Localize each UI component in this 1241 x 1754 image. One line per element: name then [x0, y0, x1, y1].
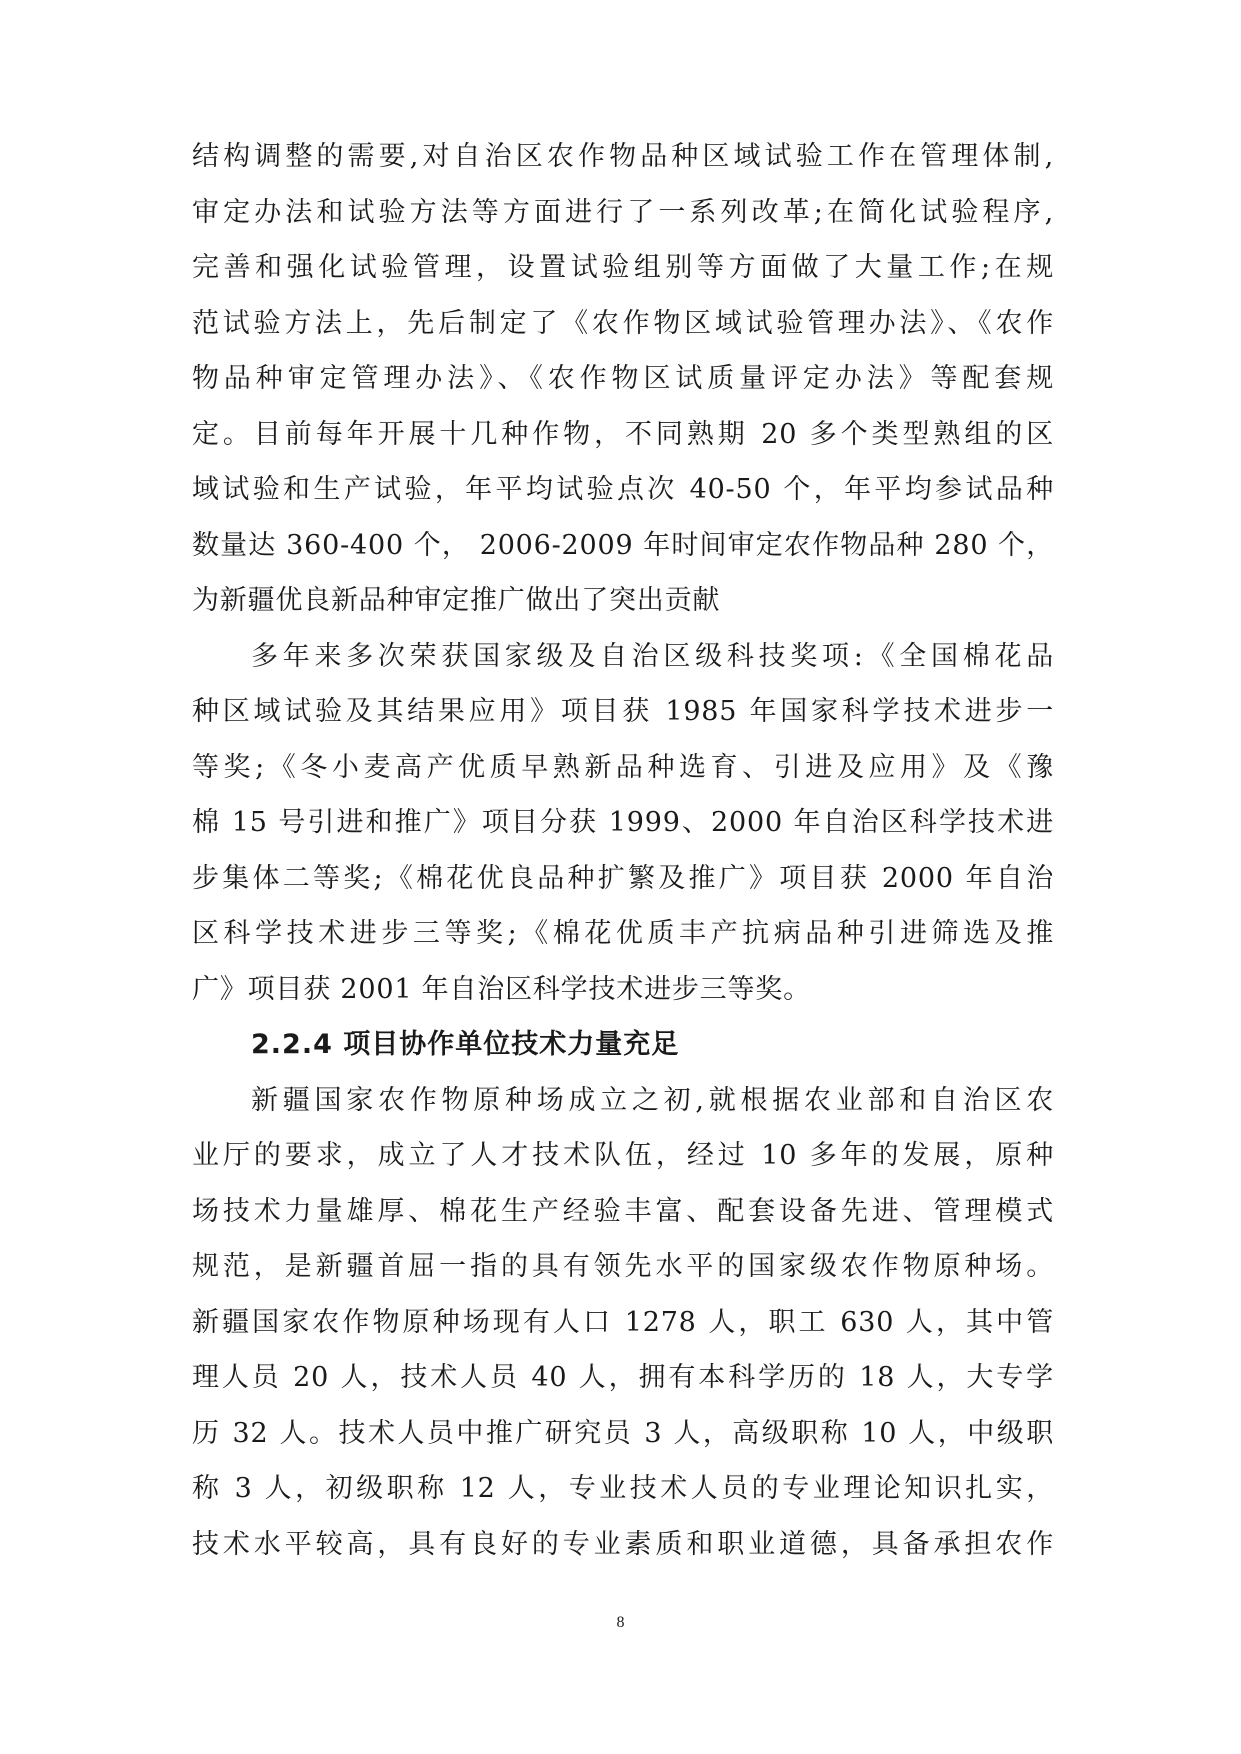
paragraph-line: 域试验和生产试验，年平均试验点次 40-50 个，年平均参试品种 — [192, 474, 1054, 505]
paragraph-line: 技术水平较高，具有良好的专业素质和职业道德，具备承担农作 — [192, 1528, 1054, 1560]
paragraph-line: 数量达 360-400 个， 2006-2009 年时间审定农作物品种 280 个， — [192, 529, 1054, 561]
paragraph-line: 新疆国家农作物原种场成立之初,就根据农业部和自治区农 — [251, 1084, 1054, 1116]
paragraph-line: 历 32 人。技术人员中推广研究员 3 人，高级职称 10 人，中级职 — [192, 1417, 1054, 1449]
paragraph-line: 称 3 人，初级职称 12 人，专业技术人员的专业理论知识扎实， — [192, 1473, 1054, 1504]
paragraph-line: 结构调整的需要,对自治区农作物品种区域试验工作在管理体制, — [192, 141, 1054, 172]
paragraph-line: 多年来多次荣获国家级及自治区级科技奖项:《全国棉花品 — [251, 640, 1054, 672]
paragraph-line: 物品种审定管理办法》、《农作物区试质量评定办法》等配套规 — [192, 363, 1054, 394]
paragraph-line: 广》项目获 2001 年自治区科学技术进步三等奖。 — [192, 973, 811, 1005]
paragraph-line: 场技术力量雄厚、棉花生产经验丰富、配套设备先进、管理模式 — [192, 1195, 1054, 1227]
paragraph-line: 为新疆优良新品种审定推广做出了突出贡献 — [192, 585, 721, 616]
section-heading: 2.2.4 项目协作单位技术力量充足 — [251, 1029, 680, 1060]
paragraph-line: 规范，是新疆首屈一指的具有领先水平的国家级农作物原种场。 — [192, 1251, 1054, 1282]
paragraph-line: 理人员 20 人，技术人员 40 人，拥有本科学历的 18 人，大专学 — [192, 1362, 1054, 1393]
paragraph-line: 种区域试验及其结果应用》项目获 1985 年国家科学技术进步一 — [192, 696, 1054, 727]
paragraph-line: 审定办法和试验方法等方面进行了一系列改革;在简化试验程序, — [192, 196, 1054, 228]
paragraph-line: 范试验方法上，先后制定了《农作物区域试验管理办法》、《农作 — [192, 307, 1054, 339]
page-number: 8 — [616, 1614, 625, 1631]
paragraph-line: 新疆国家农作物原种场现有人口 1278 人，职工 630 人，其中管 — [192, 1306, 1054, 1338]
paragraph-line: 业厅的要求，成立了人才技术队伍，经过 10 多年的发展，原种 — [192, 1140, 1054, 1171]
paragraph-line: 等奖;《冬小麦高产优质早熟新品种选育、引进及应用》及《豫 — [192, 751, 1054, 783]
paragraph-line: 区科学技术进步三等奖;《棉花优质丰产抗病品种引进筛选及推 — [192, 918, 1054, 949]
paragraph-line: 步集体二等奖;《棉花优良品种扩繁及推广》项目获 2000 年自治 — [192, 862, 1054, 894]
paragraph-line: 棉 15 号引进和推广》项目分获 1999、2000 年自治区科学技术进 — [192, 807, 1054, 838]
paragraph-line: 完善和强化试验管理，设置试验组别等方面做了大量工作;在规 — [192, 252, 1054, 283]
paragraph-line: 定。目前每年开展十几种作物，不同熟期 20 多个类型熟组的区 — [192, 418, 1054, 450]
